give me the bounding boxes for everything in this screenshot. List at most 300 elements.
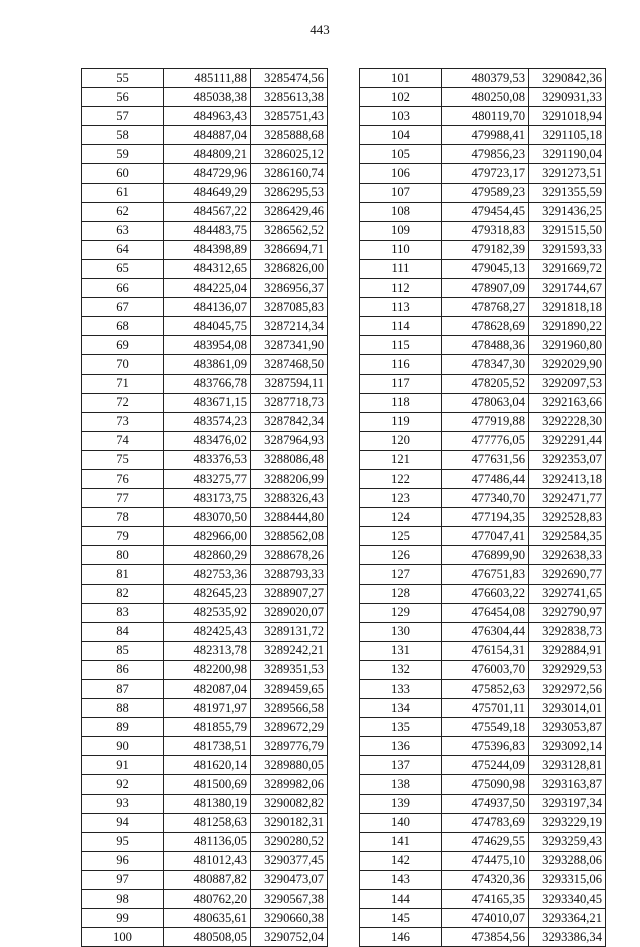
x-coordinate-cell: 476154,31 — [442, 641, 529, 660]
table-row — [82, 851, 328, 870]
y-coordinate-cell: 3292884,91 — [529, 641, 606, 660]
table-row — [360, 909, 606, 928]
y-coordinate-cell: 3289131,72 — [251, 622, 328, 641]
point-number-cell: 91 — [82, 756, 164, 775]
point-number-cell: 120 — [360, 431, 442, 450]
y-coordinate-cell: 3292584,35 — [529, 527, 606, 546]
point-number-cell: 132 — [360, 660, 442, 679]
y-coordinate-cell: 3289672,29 — [251, 718, 328, 737]
y-coordinate-cell: 3292528,83 — [529, 508, 606, 527]
y-coordinate-cell: 3291818,18 — [529, 298, 606, 317]
y-coordinate-cell: 3290182,31 — [251, 813, 328, 832]
x-coordinate-cell: 482645,23 — [164, 584, 251, 603]
x-coordinate-cell: 476603,22 — [442, 584, 529, 603]
point-number-cell: 60 — [82, 164, 164, 183]
table-row — [360, 221, 606, 240]
y-coordinate-cell: 3289351,53 — [251, 660, 328, 679]
y-coordinate-cell: 3292291,44 — [529, 431, 606, 450]
y-coordinate-cell: 3292690,77 — [529, 565, 606, 584]
x-coordinate-cell: 482535,92 — [164, 603, 251, 622]
point-number-cell: 56 — [82, 88, 164, 107]
point-number-cell: 76 — [82, 469, 164, 488]
point-number-cell: 144 — [360, 890, 442, 909]
y-coordinate-cell: 3293340,45 — [529, 890, 606, 909]
table-row — [82, 699, 328, 718]
x-coordinate-cell: 484045,75 — [164, 317, 251, 336]
table-row — [360, 813, 606, 832]
table-row — [82, 489, 328, 508]
point-number-cell: 84 — [82, 622, 164, 641]
point-number-cell: 74 — [82, 431, 164, 450]
x-coordinate-cell: 483861,09 — [164, 355, 251, 374]
point-number-cell: 80 — [82, 546, 164, 565]
x-coordinate-cell: 484483,75 — [164, 221, 251, 240]
point-number-cell: 134 — [360, 699, 442, 718]
point-number-cell: 78 — [82, 508, 164, 527]
x-coordinate-cell: 479182,39 — [442, 240, 529, 259]
x-coordinate-cell: 484729,96 — [164, 164, 251, 183]
y-coordinate-cell: 3292471,77 — [529, 489, 606, 508]
x-coordinate-cell: 483173,75 — [164, 489, 251, 508]
table-row — [82, 145, 328, 164]
y-coordinate-cell: 3291960,80 — [529, 336, 606, 355]
x-coordinate-cell: 475701,11 — [442, 699, 529, 718]
point-number-cell: 143 — [360, 870, 442, 889]
table-row — [360, 584, 606, 603]
table-row — [360, 718, 606, 737]
x-coordinate-cell: 483476,02 — [164, 431, 251, 450]
point-number-cell: 66 — [82, 279, 164, 298]
table-row — [82, 832, 328, 851]
y-coordinate-cell: 3288206,99 — [251, 469, 328, 488]
point-number-cell: 118 — [360, 393, 442, 412]
table-row — [82, 890, 328, 909]
y-coordinate-cell: 3285474,56 — [251, 69, 328, 88]
x-coordinate-cell: 476003,70 — [442, 660, 529, 679]
table-row — [360, 279, 606, 298]
table-row — [82, 870, 328, 889]
y-coordinate-cell: 3288907,27 — [251, 584, 328, 603]
y-coordinate-cell: 3290931,33 — [529, 88, 606, 107]
y-coordinate-cell: 3286025,12 — [251, 145, 328, 164]
point-number-cell: 142 — [360, 851, 442, 870]
point-number-cell: 108 — [360, 202, 442, 221]
point-number-cell: 115 — [360, 336, 442, 355]
table-row — [360, 641, 606, 660]
point-number-cell: 61 — [82, 183, 164, 202]
x-coordinate-cell: 478205,52 — [442, 374, 529, 393]
point-number-cell: 128 — [360, 584, 442, 603]
x-coordinate-cell: 478768,27 — [442, 298, 529, 317]
point-number-cell: 79 — [82, 527, 164, 546]
y-coordinate-cell: 3285613,38 — [251, 88, 328, 107]
point-number-cell: 107 — [360, 183, 442, 202]
x-coordinate-cell: 484567,22 — [164, 202, 251, 221]
point-number-cell: 135 — [360, 718, 442, 737]
table-row — [360, 775, 606, 794]
point-number-cell: 95 — [82, 832, 164, 851]
x-coordinate-cell: 481620,14 — [164, 756, 251, 775]
table-row — [360, 622, 606, 641]
table-row — [82, 393, 328, 412]
point-number-cell: 131 — [360, 641, 442, 660]
y-coordinate-cell: 3287468,50 — [251, 355, 328, 374]
x-coordinate-cell: 476304,44 — [442, 622, 529, 641]
table-row — [360, 336, 606, 355]
point-number-cell: 97 — [82, 870, 164, 889]
x-coordinate-cell: 474475,10 — [442, 851, 529, 870]
table-row — [360, 870, 606, 889]
x-coordinate-cell: 483070,50 — [164, 508, 251, 527]
point-number-cell: 86 — [82, 660, 164, 679]
y-coordinate-cell: 3291669,72 — [529, 259, 606, 278]
point-number-cell: 121 — [360, 450, 442, 469]
x-coordinate-cell: 477776,05 — [442, 431, 529, 450]
point-number-cell: 59 — [82, 145, 164, 164]
point-number-cell: 68 — [82, 317, 164, 336]
x-coordinate-cell: 481258,63 — [164, 813, 251, 832]
y-coordinate-cell: 3291436,25 — [529, 202, 606, 221]
point-number-cell: 65 — [82, 259, 164, 278]
table-row — [82, 221, 328, 240]
point-number-cell: 58 — [82, 126, 164, 145]
x-coordinate-cell: 482313,78 — [164, 641, 251, 660]
table-row — [360, 69, 606, 88]
table-row — [82, 412, 328, 431]
table-row — [82, 240, 328, 259]
table-row — [82, 909, 328, 928]
y-coordinate-cell: 3287842,34 — [251, 412, 328, 431]
table-row — [360, 298, 606, 317]
y-coordinate-cell: 3288678,26 — [251, 546, 328, 565]
point-number-cell: 64 — [82, 240, 164, 259]
y-coordinate-cell: 3289776,79 — [251, 737, 328, 756]
y-coordinate-cell: 3293197,34 — [529, 794, 606, 813]
y-coordinate-cell: 3293259,43 — [529, 832, 606, 851]
x-coordinate-cell: 480635,61 — [164, 909, 251, 928]
table-row — [82, 584, 328, 603]
y-coordinate-cell: 3290082,82 — [251, 794, 328, 813]
y-coordinate-cell: 3291593,33 — [529, 240, 606, 259]
y-coordinate-cell: 3287594,11 — [251, 374, 328, 393]
x-coordinate-cell: 484398,89 — [164, 240, 251, 259]
point-number-cell: 126 — [360, 546, 442, 565]
table-row — [360, 374, 606, 393]
x-coordinate-cell: 481500,69 — [164, 775, 251, 794]
point-number-cell: 101 — [360, 69, 442, 88]
table-row — [82, 603, 328, 622]
point-number-cell: 99 — [82, 909, 164, 928]
x-coordinate-cell: 482200,98 — [164, 660, 251, 679]
x-coordinate-cell: 480119,70 — [442, 107, 529, 126]
y-coordinate-cell: 3292972,56 — [529, 680, 606, 699]
point-number-cell: 104 — [360, 126, 442, 145]
table-row — [82, 374, 328, 393]
table-row — [82, 737, 328, 756]
table-row — [82, 928, 328, 947]
y-coordinate-cell: 3289566,58 — [251, 699, 328, 718]
point-number-cell: 57 — [82, 107, 164, 126]
point-number-cell: 103 — [360, 107, 442, 126]
x-coordinate-cell: 484225,04 — [164, 279, 251, 298]
point-number-cell: 94 — [82, 813, 164, 832]
y-coordinate-cell: 3289242,21 — [251, 641, 328, 660]
x-coordinate-cell: 485038,38 — [164, 88, 251, 107]
point-number-cell: 106 — [360, 164, 442, 183]
y-coordinate-cell: 3293128,81 — [529, 756, 606, 775]
x-coordinate-cell: 474165,35 — [442, 890, 529, 909]
point-number-cell: 139 — [360, 794, 442, 813]
x-coordinate-cell: 477486,44 — [442, 469, 529, 488]
table-row — [82, 527, 328, 546]
point-number-cell: 62 — [82, 202, 164, 221]
x-coordinate-cell: 484312,65 — [164, 259, 251, 278]
point-number-cell: 141 — [360, 832, 442, 851]
point-number-cell: 146 — [360, 928, 442, 947]
y-coordinate-cell: 3292097,53 — [529, 374, 606, 393]
table-row — [82, 298, 328, 317]
x-coordinate-cell: 477340,70 — [442, 489, 529, 508]
table-row — [82, 775, 328, 794]
y-coordinate-cell: 3289880,05 — [251, 756, 328, 775]
table-row — [360, 317, 606, 336]
y-coordinate-cell: 3289459,65 — [251, 680, 328, 699]
point-number-cell: 98 — [82, 890, 164, 909]
x-coordinate-cell: 474937,50 — [442, 794, 529, 813]
table-row — [360, 660, 606, 679]
table-row — [360, 737, 606, 756]
table-row — [82, 794, 328, 813]
point-number-cell: 105 — [360, 145, 442, 164]
y-coordinate-cell: 3289020,07 — [251, 603, 328, 622]
point-number-cell: 117 — [360, 374, 442, 393]
x-coordinate-cell: 477631,56 — [442, 450, 529, 469]
point-number-cell: 110 — [360, 240, 442, 259]
point-number-cell: 124 — [360, 508, 442, 527]
y-coordinate-cell: 3285751,43 — [251, 107, 328, 126]
y-coordinate-cell: 3291105,18 — [529, 126, 606, 145]
x-coordinate-cell: 482087,04 — [164, 680, 251, 699]
y-coordinate-cell: 3292790,97 — [529, 603, 606, 622]
table-row — [82, 508, 328, 527]
x-coordinate-cell: 478907,09 — [442, 279, 529, 298]
y-coordinate-cell: 3292029,90 — [529, 355, 606, 374]
y-coordinate-cell: 3293014,01 — [529, 699, 606, 718]
y-coordinate-cell: 3287718,73 — [251, 393, 328, 412]
x-coordinate-cell: 476899,90 — [442, 546, 529, 565]
table-row — [82, 660, 328, 679]
x-coordinate-cell: 484136,07 — [164, 298, 251, 317]
x-coordinate-cell: 477919,88 — [442, 412, 529, 431]
x-coordinate-cell: 479723,17 — [442, 164, 529, 183]
table-row — [360, 145, 606, 164]
table-row — [82, 69, 328, 88]
point-number-cell: 125 — [360, 527, 442, 546]
point-number-cell: 73 — [82, 412, 164, 431]
y-coordinate-cell: 3290567,38 — [251, 890, 328, 909]
y-coordinate-cell: 3288326,43 — [251, 489, 328, 508]
table-row — [82, 718, 328, 737]
point-number-cell: 81 — [82, 565, 164, 584]
point-number-cell: 89 — [82, 718, 164, 737]
table-row — [360, 546, 606, 565]
point-number-cell: 75 — [82, 450, 164, 469]
y-coordinate-cell: 3290660,38 — [251, 909, 328, 928]
point-number-cell: 109 — [360, 221, 442, 240]
x-coordinate-cell: 475244,09 — [442, 756, 529, 775]
point-number-cell: 129 — [360, 603, 442, 622]
x-coordinate-cell: 482753,36 — [164, 565, 251, 584]
y-coordinate-cell: 3287085,83 — [251, 298, 328, 317]
table-row — [82, 317, 328, 336]
x-coordinate-cell: 483954,08 — [164, 336, 251, 355]
x-coordinate-cell: 481136,05 — [164, 832, 251, 851]
point-number-cell: 137 — [360, 756, 442, 775]
y-coordinate-cell: 3290842,36 — [529, 69, 606, 88]
y-coordinate-cell: 3287964,93 — [251, 431, 328, 450]
x-coordinate-cell: 480762,20 — [164, 890, 251, 909]
x-coordinate-cell: 482966,00 — [164, 527, 251, 546]
table-row — [82, 813, 328, 832]
table-row — [360, 489, 606, 508]
x-coordinate-cell: 482860,29 — [164, 546, 251, 565]
point-number-cell: 71 — [82, 374, 164, 393]
y-coordinate-cell: 3293364,21 — [529, 909, 606, 928]
y-coordinate-cell: 3293053,87 — [529, 718, 606, 737]
table-row — [82, 88, 328, 107]
y-coordinate-cell: 3291355,59 — [529, 183, 606, 202]
x-coordinate-cell: 481971,97 — [164, 699, 251, 718]
point-number-cell: 96 — [82, 851, 164, 870]
table-row — [360, 794, 606, 813]
table-row — [360, 393, 606, 412]
x-coordinate-cell: 473854,56 — [442, 928, 529, 947]
x-coordinate-cell: 474320,36 — [442, 870, 529, 889]
x-coordinate-cell: 479856,23 — [442, 145, 529, 164]
x-coordinate-cell: 481380,19 — [164, 794, 251, 813]
point-number-cell: 102 — [360, 88, 442, 107]
x-coordinate-cell: 482425,43 — [164, 622, 251, 641]
point-number-cell: 140 — [360, 813, 442, 832]
x-coordinate-cell: 484809,21 — [164, 145, 251, 164]
y-coordinate-cell: 3290377,45 — [251, 851, 328, 870]
point-number-cell: 119 — [360, 412, 442, 431]
table-row — [82, 565, 328, 584]
x-coordinate-cell: 480250,08 — [442, 88, 529, 107]
table-row — [360, 355, 606, 374]
table-row — [360, 928, 606, 947]
y-coordinate-cell: 3292638,33 — [529, 546, 606, 565]
point-number-cell: 92 — [82, 775, 164, 794]
point-number-cell: 100 — [82, 928, 164, 947]
y-coordinate-cell: 3287214,34 — [251, 317, 328, 336]
x-coordinate-cell: 480887,82 — [164, 870, 251, 889]
table-row — [360, 565, 606, 584]
y-coordinate-cell: 3292741,65 — [529, 584, 606, 603]
y-coordinate-cell: 3289982,06 — [251, 775, 328, 794]
table-row — [360, 240, 606, 259]
x-coordinate-cell: 483671,15 — [164, 393, 251, 412]
y-coordinate-cell: 3293229,19 — [529, 813, 606, 832]
point-number-cell: 116 — [360, 355, 442, 374]
y-coordinate-cell: 3286956,37 — [251, 279, 328, 298]
x-coordinate-cell: 483766,78 — [164, 374, 251, 393]
point-number-cell: 55 — [82, 69, 164, 88]
y-coordinate-cell: 3287341,90 — [251, 336, 328, 355]
x-coordinate-cell: 483275,77 — [164, 469, 251, 488]
table-row — [360, 508, 606, 527]
point-number-cell: 136 — [360, 737, 442, 756]
table-row — [360, 450, 606, 469]
point-number-cell: 67 — [82, 298, 164, 317]
table-row — [82, 431, 328, 450]
y-coordinate-cell: 3290473,07 — [251, 870, 328, 889]
table-row — [360, 699, 606, 718]
x-coordinate-cell: 478063,04 — [442, 393, 529, 412]
x-coordinate-cell: 475852,63 — [442, 680, 529, 699]
y-coordinate-cell: 3286160,74 — [251, 164, 328, 183]
x-coordinate-cell: 478488,36 — [442, 336, 529, 355]
x-coordinate-cell: 484649,29 — [164, 183, 251, 202]
table-row — [82, 259, 328, 278]
y-coordinate-cell: 3286295,53 — [251, 183, 328, 202]
x-coordinate-cell: 474783,69 — [442, 813, 529, 832]
table-row — [360, 259, 606, 278]
point-number-cell: 111 — [360, 259, 442, 278]
point-number-cell: 87 — [82, 680, 164, 699]
x-coordinate-cell: 476454,08 — [442, 603, 529, 622]
point-number-cell: 88 — [82, 699, 164, 718]
y-coordinate-cell: 3285888,68 — [251, 126, 328, 145]
table-row — [82, 164, 328, 183]
table-row — [82, 469, 328, 488]
x-coordinate-cell: 480379,53 — [442, 69, 529, 88]
point-number-cell: 127 — [360, 565, 442, 584]
x-coordinate-cell: 485111,88 — [164, 69, 251, 88]
table-row — [82, 622, 328, 641]
y-coordinate-cell: 3292929,53 — [529, 660, 606, 679]
table-row — [82, 202, 328, 221]
point-number-cell: 70 — [82, 355, 164, 374]
x-coordinate-cell: 477194,35 — [442, 508, 529, 527]
table-row — [360, 126, 606, 145]
y-coordinate-cell: 3291515,50 — [529, 221, 606, 240]
x-coordinate-cell: 474629,55 — [442, 832, 529, 851]
y-coordinate-cell: 3290280,52 — [251, 832, 328, 851]
table-row — [360, 164, 606, 183]
y-coordinate-cell: 3288444,80 — [251, 508, 328, 527]
x-coordinate-cell: 484963,43 — [164, 107, 251, 126]
y-coordinate-cell: 3286429,46 — [251, 202, 328, 221]
x-coordinate-cell: 479589,23 — [442, 183, 529, 202]
table-row — [82, 336, 328, 355]
x-coordinate-cell: 478347,30 — [442, 355, 529, 374]
x-coordinate-cell: 479988,41 — [442, 126, 529, 145]
point-number-cell: 69 — [82, 336, 164, 355]
page-number: 443 — [310, 22, 330, 37]
point-number-cell: 113 — [360, 298, 442, 317]
x-coordinate-cell: 479045,13 — [442, 259, 529, 278]
point-number-cell: 114 — [360, 317, 442, 336]
point-number-cell: 90 — [82, 737, 164, 756]
point-number-cell: 123 — [360, 489, 442, 508]
x-coordinate-cell: 475090,98 — [442, 775, 529, 794]
table-row — [360, 756, 606, 775]
point-number-cell: 130 — [360, 622, 442, 641]
y-coordinate-cell: 3292163,66 — [529, 393, 606, 412]
y-coordinate-cell: 3290752,04 — [251, 928, 328, 947]
table-row — [360, 469, 606, 488]
